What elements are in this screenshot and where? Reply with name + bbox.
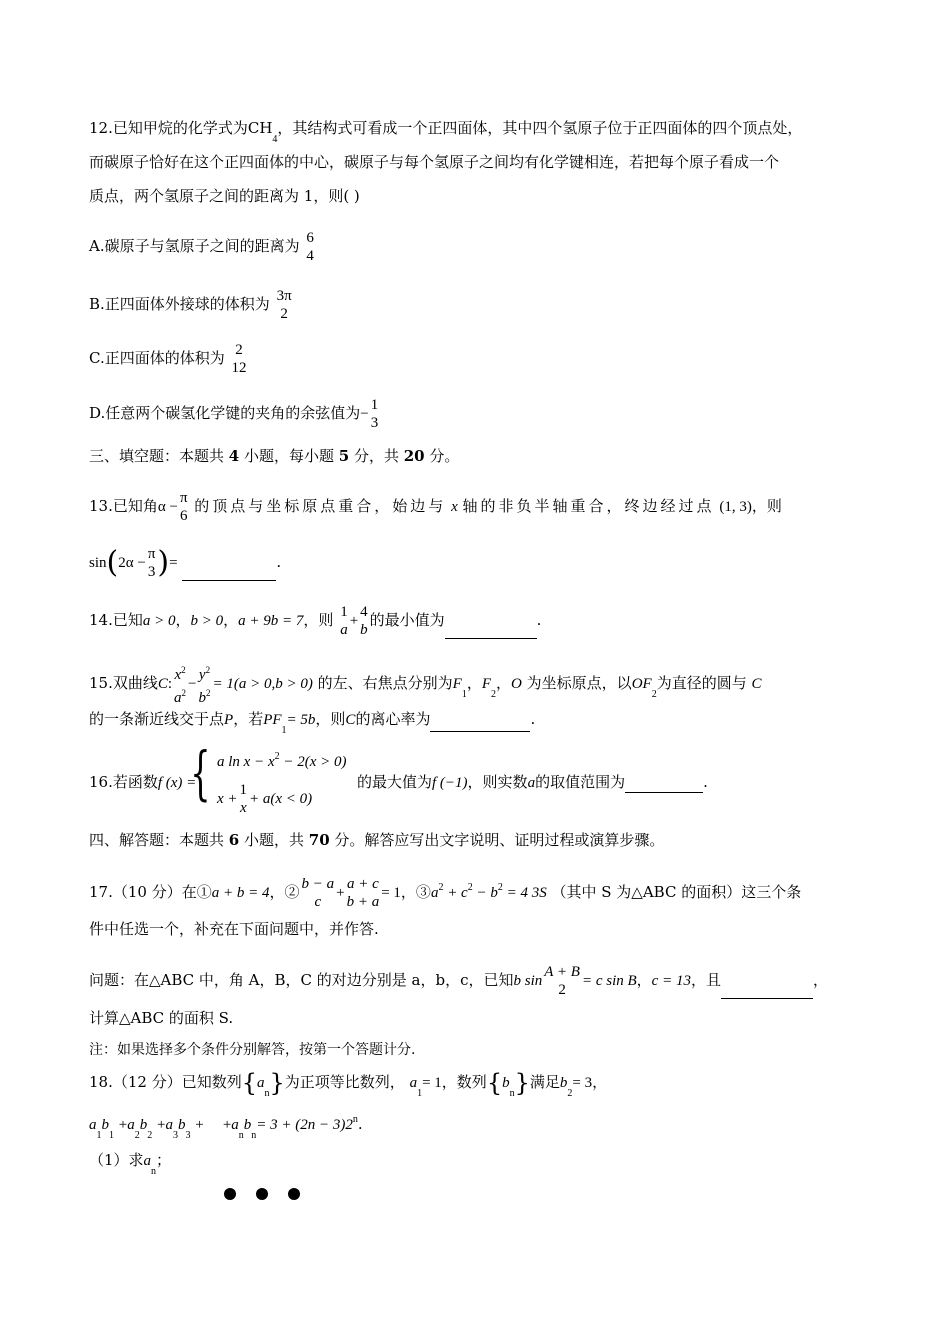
q12-option-d: D.任意两个碳氢化学键的夹角的余弦值为− 1 3 <box>89 397 379 431</box>
q12-option-b: B.正四面体外接球的体积为 3π 2 <box>89 288 292 322</box>
q13-answer-blank[interactable] <box>182 564 276 581</box>
q14-answer-blank[interactable] <box>445 622 537 639</box>
q18-part1: （1）求$a_n$； <box>89 1151 172 1177</box>
section-4-heading: 四、解答题：本题共 6 小题，共 70 分。解答应写出文字说明、证明过程或演算步骤。 <box>89 831 665 849</box>
q12-option-a: A.碳原子与氢原子之间的距离为 6 4 <box>89 230 314 264</box>
q17-condition-blank[interactable] <box>721 982 813 999</box>
q17-note: 注：如果选择多个条件分别解答，按第一个答题计分. <box>89 1042 416 1058</box>
q15-line1: 15.双曲线C: $x^2$ $a^2$ − $y^2$ $b^2$ = 1(a > 0,b > 0) 的左、右焦点分别为$F_1$，$F_2$，O 为坐标原点，以$OF_2$为直径的圆与 C <box>89 665 762 706</box>
q17-line1: 17.（10 分）在①a + b = 4，② b − a c + a + c b + a = 1，$③a^2 + c^2 - b^2 = 4$ 3S （其中 S 为△ABC 的面积）这三个条 <box>89 876 802 910</box>
q15-line2: 的一条渐近线交于点P，若$PF_1= 5b$，则C的离心率为 . <box>89 710 536 736</box>
q13-line2: sin(2α − π 3 )= . <box>89 545 282 580</box>
more-dots-icon <box>224 1186 320 1204</box>
q14: 14.已知a > 0，b > 0，a + 9b = 7，则 1 a + 4 b 的最小值为 . <box>89 604 542 638</box>
q16-case1: a $\ln x - x^2 - 2(x > 0)$ <box>217 751 347 770</box>
q12-option-c: C.正四面体的体积为 2 12 <box>89 342 247 376</box>
q17-line4: 计算△ABC 的面积 S. <box>89 1009 234 1027</box>
q18-line2: $a_1b_1 +a_2b_2 +a_3b_3$ + $+a_nb_n= 3 + (2n - 3)2^n$. <box>89 1114 363 1141</box>
q18-line1: 18.（12 分）已知数列$\{a_n\}$为正项等比数列， $a_1= 1$，数列$\{b_n\}$满足$b_2= 3$， <box>89 1069 608 1099</box>
q12-line1: 12.已知甲烷的化学式为$CH_4$，其结构式可看成一个正四面体，其中四个氢原子位于正四面体的四个顶点处， <box>89 119 803 145</box>
q16-answer-blank[interactable] <box>625 776 703 793</box>
q13-line1: 13.已知角α − π 6 的顶点与坐标原点重合，始边与 x 轴的非负半轴重合，终边经过点 (1, 3)，则 <box>89 490 782 524</box>
q16-case2: x + 1 x + a(x < 0) <box>217 782 313 816</box>
q16-tail: 的最大值为f (−1)，则实数a的取值范围为 . <box>357 773 708 791</box>
q17-question: 问题：在△ABC 中，角 A，B，C 的对边分别是 a，b，c，已知b sin A + B 2 = c sin B，c = 13，且 ， <box>89 964 828 998</box>
section-3-heading: 三、填空题：本题共 4 小题，每小题 5 分，共 20 分。 <box>89 447 460 465</box>
q17-line2: 件中任选一个，补充在下面问题中，并作答. <box>89 920 379 938</box>
q15-answer-blank[interactable] <box>430 715 530 732</box>
q12-line3: 质点，两个氢原子之间的距离为 1，则( ) <box>89 187 360 205</box>
q16-brace: { <box>190 739 211 807</box>
q12-line2: 而碳原子恰好在这个正四面体的中心，碳原子与每个氢原子之间均有化学键相连，若把每个原子看成一个 <box>89 153 780 171</box>
q16-lead: 16.若函数f (x) = <box>89 773 197 791</box>
